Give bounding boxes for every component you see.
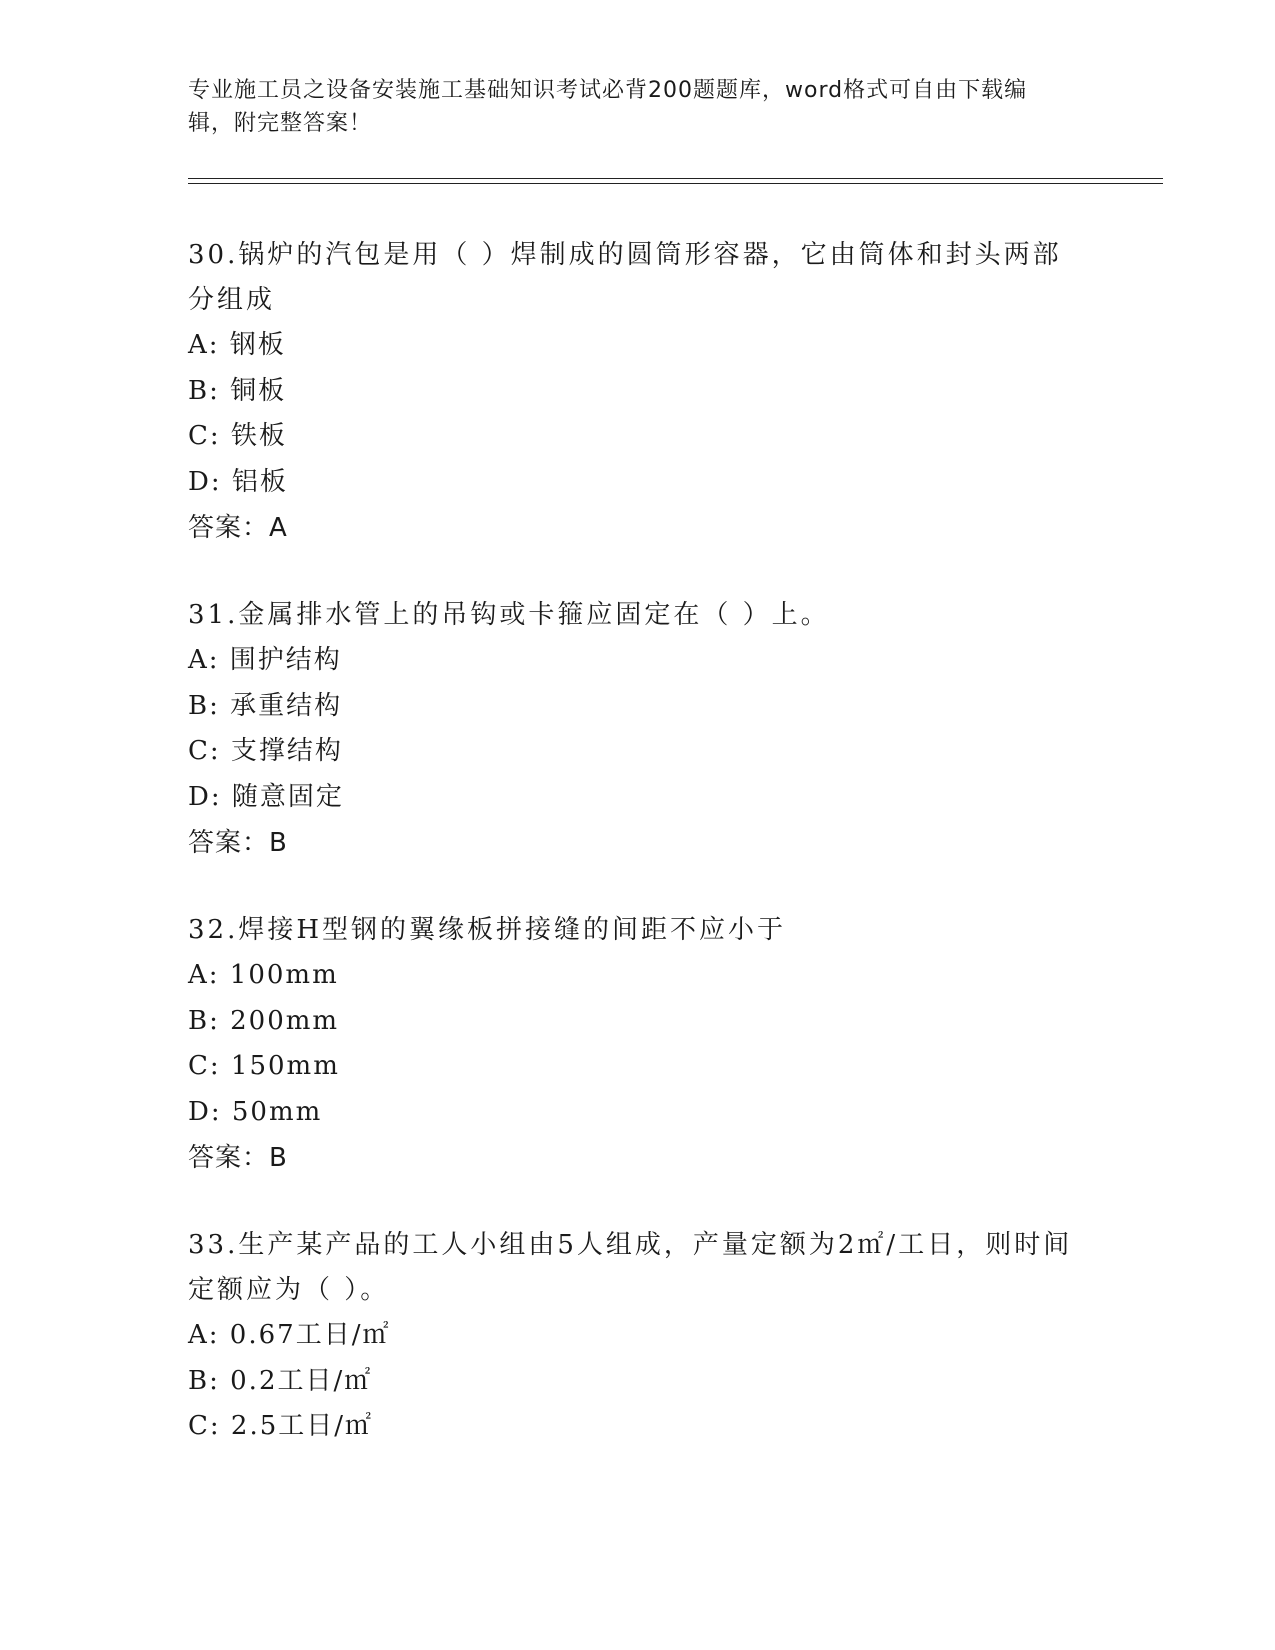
answer: 答案：B xyxy=(188,828,288,858)
question-32 xyxy=(188,908,1088,1181)
header-divider-top xyxy=(188,178,1163,179)
option-a: A: 围护结构 xyxy=(188,645,342,675)
question-31 xyxy=(188,593,1088,866)
answer: 答案：B xyxy=(188,1143,288,1173)
option-c: C: 150mm xyxy=(188,1051,340,1081)
option-c: C: 2.5工日/㎡ xyxy=(188,1411,374,1441)
option-c: C: 支撑结构 xyxy=(188,736,343,766)
answer: 答案：A xyxy=(188,513,288,543)
option-b: B: 承重结构 xyxy=(188,690,343,721)
question-list xyxy=(188,233,1088,1492)
header-divider-bottom xyxy=(188,183,1163,184)
question-30 xyxy=(188,233,1088,551)
question-33 xyxy=(188,1223,1088,1450)
option-d: D: 铝板 xyxy=(188,466,288,497)
option-a: A: 0.67工日/㎡ xyxy=(188,1320,391,1350)
option-b: B: 200mm xyxy=(188,1005,340,1036)
option-c: C: 铁板 xyxy=(188,421,287,451)
option-b: B: 0.2工日/㎡ xyxy=(188,1365,373,1396)
option-a: A: 钢板 xyxy=(188,330,286,360)
question-stem: 33.生产某产品的工人小组由5人组成，产量定额为2㎡/工日，则时间定额应为（ ）。 xyxy=(188,1230,1073,1305)
question-stem: 32.焊接H型钢的翼缘板拼接缝的间距不应小于 xyxy=(188,915,787,945)
question-stem: 30.锅炉的汽包是用（ ）焊制成的圆筒形容器，它由筒体和封头两部分组成 xyxy=(188,240,1062,315)
document-header: 专业施工员之设备安装施工基础知识考试必背200题题库，word格式可自由下载编辑，附完整答案！ xyxy=(188,78,1028,136)
option-a: A: 100mm xyxy=(188,960,339,990)
option-b: B: 铜板 xyxy=(188,375,287,406)
question-stem: 31.金属排水管上的吊钩或卡箍应固定在（ ）上。 xyxy=(188,600,830,630)
option-d: D: 随意固定 xyxy=(188,781,344,812)
option-d: D: 50mm xyxy=(188,1096,323,1127)
